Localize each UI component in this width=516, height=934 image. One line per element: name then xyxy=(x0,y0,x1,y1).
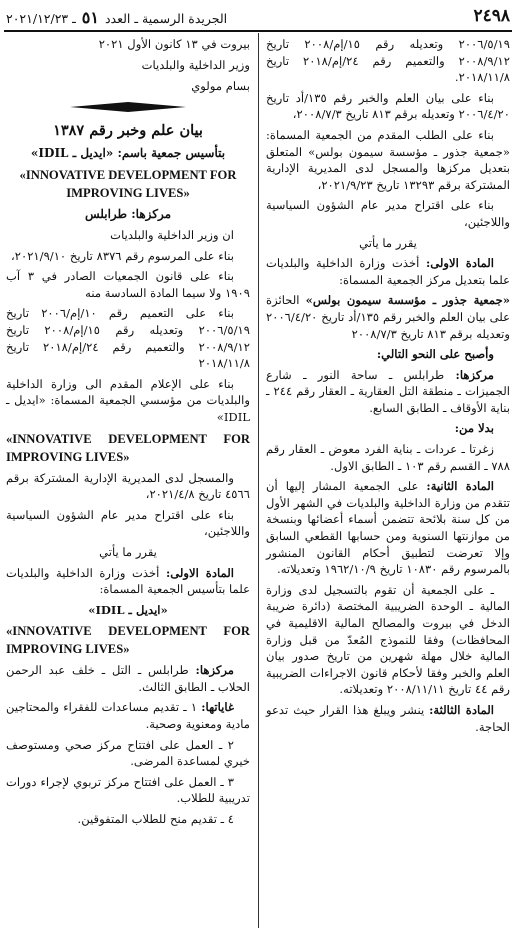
article-text: أخذت وزارة الداخلية والبلديات علما بتعديل مركز الجمعية المسماة: xyxy=(266,256,510,287)
paragraph: ان وزير الداخلية والبلديات xyxy=(110,228,234,242)
goal-item: ١ ـ تقديم مساعدات للفقراء والمحتاجين مادية ومعنوية وصحية. xyxy=(6,700,250,732)
paragraph: بناء على الإعلام المقدم الى وزارة الداخلية والبلديات من مؤسسي الجمعية المسماة: «ايديل ـ IDIL» xyxy=(6,376,250,424)
notice-title: بيان علم وخبر رقم ١٣٨٧ xyxy=(53,122,203,139)
article-1 xyxy=(6,565,250,598)
left-column xyxy=(6,36,250,832)
article-text: على الجمعية المشار إليها أن تتقدم من وزارة الداخلية والبلديات في الشهر الأول من كل سنة بلائحة تتضمن أسماء أعضائها وبنسخة من موازنتها السنوية ومن حسابها القطعي السابق وإلا تعرضت لتطبيق أحكام القانون المنشور بالمرسوم رقم ١٠٨٣٠ تاريخ ١٩٦٢/١٠/٩ وتعديلاته. xyxy=(266,479,510,577)
article-3 xyxy=(266,702,510,735)
hq-text: طرابلس ـ ساحة النور ـ شارع الجميزات ـ منطقة التل العقارية ـ العقار رقم ٢٤٤ ـ بناية الأوقاف ـ الطابق السابع. xyxy=(266,367,510,415)
running-head xyxy=(6,8,227,27)
association-details: الحائزة على بيان العلم والخبر رقم ١٣٥/أد تاريخ ٢٠٠٦/٤/٢٠ وتعديله برقم ٨١٣ تاريخ ٢٠٠٨/٧/٣ xyxy=(266,293,511,341)
header-rule xyxy=(4,30,512,32)
hq-text: طرابلس ـ التل ـ خلف عبد الرحمن الحلاب ـ الطابق الثالث. xyxy=(6,663,250,694)
english-name: «INNOVATIVE DEVELOPMENT FOR IMPROVING LIVES» xyxy=(19,168,237,200)
article-label: المادة الاولى: xyxy=(165,565,234,580)
founding-line: بتأسيس جمعية باسم: «ايديل ـ IDIL» xyxy=(30,146,226,160)
article-2 xyxy=(266,478,510,578)
hq-label: مركزها: xyxy=(455,367,494,382)
hq-heading: مركزها: طرابلس xyxy=(84,207,172,221)
english-name: «INNOVATIVE DEVELOPMENT FOR IMPROVING LIVES» xyxy=(6,431,250,464)
hq-paragraph xyxy=(6,662,250,695)
goal-item: ٣ ـ العمل على افتتاح مركز تربوي لإجراء دورات تدريبية للطلاب. xyxy=(6,774,250,806)
article-2-tax: ـ على الجمعية أن تقوم بالتسجيل لدى وزارة المالية ـ الوحدة الضريبية المختصة (دائرة ضريبة الدخل في بيروت والمصالح المالية الاقليمية في المحافظات) وفقا للنموذج المُعدّ من قبل وزارة المالية خلال مهلة شهرين من تاريخ صدور بيان العلم والخبر وفقا لأحكام قانون الاجراءات الضريبية رقم ٤٤ تاريخ ٢٠٠٨/١١/١١ وتعديلاته. xyxy=(266,582,510,697)
issue-number: ٥١ xyxy=(81,8,99,27)
paragraph: بناء على المرسوم رقم ٨٣٧٦ تاريخ ٢٠٢١/٩/١٠، xyxy=(11,248,234,263)
association-short-name: «ايديل ـ IDIL» xyxy=(88,602,168,617)
issue-date: ـ ٢٠٢١/١٢/٢٣ xyxy=(6,11,76,26)
goals-paragraph xyxy=(6,699,250,732)
hq-label: مركزها: xyxy=(195,663,234,678)
page-header xyxy=(4,6,512,28)
article-label: المادة الاولى: xyxy=(425,256,494,271)
article-label: المادة الثانية: xyxy=(426,479,494,494)
english-name: «INNOVATIVE DEVELOPMENT FOR IMPROVING LIVES» xyxy=(6,624,250,657)
article-label: المادة الثالثة: xyxy=(429,702,494,717)
goal-item: ٢ ـ العمل على افتتاح مركز صحي ومستوصف خيري لمساعدة المرضى. xyxy=(6,737,250,769)
page-number: ٢٤٩٨ xyxy=(473,6,510,26)
paragraph: بناء على اقتراح مدير عام الشؤون السياسية واللاجئين، xyxy=(6,507,250,539)
ornament-divider-icon xyxy=(68,101,188,113)
association-name: «جمعية جذور ـ مؤسسة سيمون بولس» xyxy=(305,293,510,308)
decree-heading: يقرر ما يأتي xyxy=(99,544,157,559)
became-heading: وأصبح على النحو التالي: xyxy=(376,347,494,362)
paragraph: بناء على الطلب المقدم من الجمعية المسماة: «جمعية جذور ـ مؤسسة سيمون بولس» المتعلق بتعديل مركزها والمسجل لدى المديرية الإدارية المشتركة برقم ١٣٢٩٣ تاريخ ٢٠٢١/٩/٢٣، xyxy=(266,127,510,192)
new-address xyxy=(266,367,510,417)
column-divider xyxy=(258,33,259,928)
article-text: ينشر ويبلغ هذا القرار حيث تدعو الحاجة. xyxy=(266,702,510,734)
right-column xyxy=(266,36,510,739)
paragraph: بناء على التعميم رقم ١٠/إم/٢٠٠٦ تاريخ ٢٠٠٦/٥/١٩ وتعديله رقم ١٥/إم/٢٠٠٨ تاريخ ٢٠٠٨/٩/١٢ والتعميم رقم ٢٤/إم/٢٠١٨ تاريخ ٢٠١٨/١١/٨ xyxy=(6,306,250,371)
paragraph: ٢٠٠٦/٥/١٩ وتعديله رقم ١٥/إم/٢٠٠٨ تاريخ ٢٠٠٨/٩/١٢ والتعميم رقم ٢٤/إم/٢٠١٨ تاريخ ٢٠١٨/١١/٨. xyxy=(266,37,510,85)
article-text: أخذت وزارة الداخلية والبلديات علما بتأسيس الجمعية المسماة: xyxy=(6,565,250,597)
instead-heading: بدلا من: xyxy=(454,421,494,436)
signature-name: بسام مولوي xyxy=(191,79,250,93)
article-1 xyxy=(266,255,510,288)
old-address: زغرتا ـ عردات ـ بناية الفرد معوض ـ العقار رقم ٧٨٨ ـ القسم رقم ١٠٣ ـ الطابق الاول. xyxy=(266,442,510,473)
paragraph: والمسجل لدى المديرية الإدارية المشتركة برقم ٤٥٦٦ تاريخ ٢٠٢١/٤/٨، xyxy=(6,470,250,502)
signature-title: وزير الداخلية والبلديات xyxy=(141,58,250,72)
section-separator xyxy=(6,101,250,115)
paragraph: بناء على قانون الجمعيات الصادر في ٣ آب ١٩٠٩ ولا سيما المادة السادسة منه xyxy=(6,269,250,300)
gazette-name: الجريدة الرسمية ـ العدد xyxy=(104,11,228,26)
paragraph: بناء على بيان العلم والخبر رقم ١٣٥/أد تاريخ ٢٠٠٦/٤/٢٠ وتعديله برقم ٨١٣ تاريخ ٢٠٠٨/٧/٣، xyxy=(266,90,510,122)
paragraph: بناء على اقتراح مدير عام الشؤون السياسية واللاجئين، xyxy=(266,198,510,229)
goal-item: ٤ ـ تقديم منح للطلاب المتفوقين. xyxy=(77,812,234,827)
decree-heading: يقرر ما يأتي xyxy=(359,235,417,250)
goals-label: غاياتها: xyxy=(201,700,235,715)
association-paragraph xyxy=(266,292,510,342)
signature-place-date: بيروت في ١٣ كانون الأول ٢٠٢١ xyxy=(98,37,250,51)
